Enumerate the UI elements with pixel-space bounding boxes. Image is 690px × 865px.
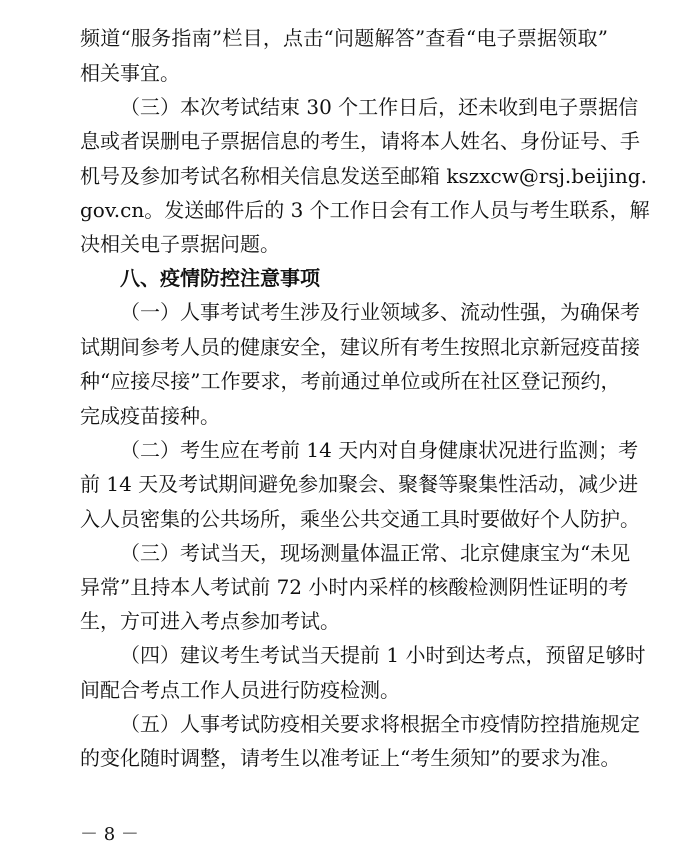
text-line: （三）本次考试结束 30 个工作日后，还未收到电子票据信 [120,95,639,119]
text-line: 生，方可进入考点参加考试。 [80,609,340,633]
text-line: 息或者误删电子票据信息的考生，请将本人姓名、身份证号、手 [80,129,640,153]
text-line: 试期间参考人员的健康安全，建议所有考生按照北京新冠疫苗接 [80,335,640,359]
text-line: （一）人事考试考生涉及行业领域多、流动性强，为确保考 [120,300,640,324]
text-line: 入人员密集的公共场所，乘坐公共交通工具时要做好个人防护。 [80,507,640,531]
text-line: 种“应接尽接”工作要求，考前通过单位或所在社区登记预约， [80,369,621,393]
text-line: （三）考试当天，现场测量体温正常、北京健康宝为“未见 [120,541,631,565]
page-number: － 8 － [80,824,139,845]
text-line: gov.cn。发送邮件后的 3 个工作日会有工作人员与考生联系，解 [80,198,650,222]
text-line: （二）考生应在考前 14 天内对自身健康状况进行监测；考 [120,438,639,462]
text-line: 频道“服务指南”栏目，点击“问题解答”查看“电子票据领取” [80,26,608,50]
text-line: （五）人事考试防疫相关要求将根据全市疫情防控措施规定 [120,712,640,736]
text-line: 间配合考点工作人员进行防疫检测。 [80,678,400,702]
text-line: 机号及参加考试名称相关信息发送至邮箱 kszxcw@rsj.beijing. [80,164,647,188]
text-line: 异常”且持本人考试前 72 小时内采样的核酸检测阴性证明的考 [80,575,629,599]
text-line: 相关事宜。 [80,61,180,85]
text-line: （四）建议考生考试当天提前 1 小时到达考点，预留足够时 [120,643,646,667]
text-line: 决相关电子票据问题。 [80,232,280,256]
section-heading: 八、疫情防控注意事项 [120,266,320,290]
text-line: 的变化随时调整，请考生以准考证上“考生须知”的要求为准。 [80,746,621,770]
text-line: 完成疫苗接种。 [80,404,220,428]
text-line: 前 14 天及考试期间避免参加聚会、聚餐等聚集性活动，减少进 [80,472,639,496]
